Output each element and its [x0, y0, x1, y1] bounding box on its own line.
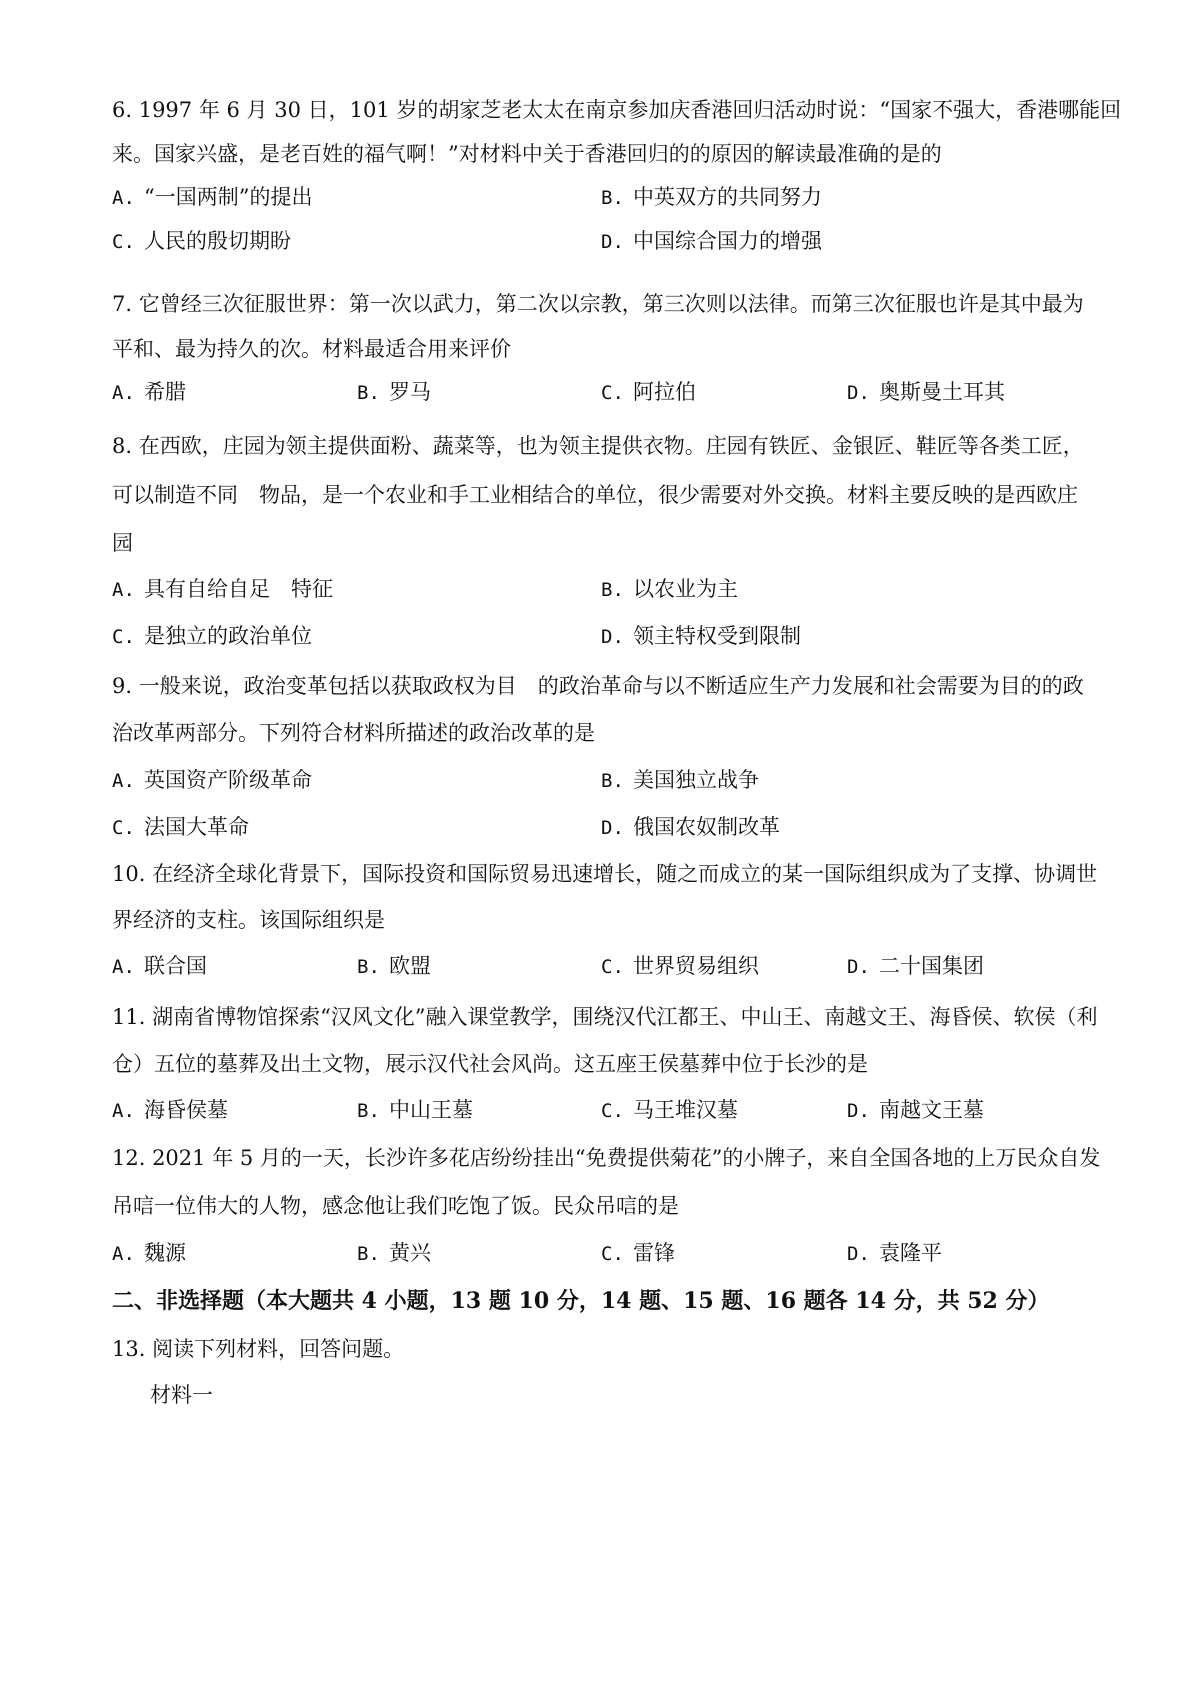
- option-letter: B.: [357, 382, 380, 404]
- option-letter: B.: [357, 1100, 380, 1122]
- q12-option-b: [357, 1239, 431, 1268]
- option-text: 黄兴: [389, 1241, 431, 1265]
- option-text: 美国独立战争: [633, 768, 759, 792]
- q11-stem-line-2: 仓）五位的墓葬及出土文物，展示汉代社会风尚。这五座王侯墓葬中位于长沙的是: [112, 1052, 868, 1076]
- q10-option-c: [601, 952, 759, 981]
- option-letter: B.: [357, 956, 380, 978]
- option-letter: C.: [601, 382, 624, 404]
- option-letter: A.: [112, 382, 135, 404]
- q8-stem-line-2: 可以制造不同 物品，是一个农业和手工业相结合的单位，很少需要对外交换。材料主要反映的是西欧庄: [112, 483, 1078, 507]
- option-text: 英国资产阶级革命: [144, 768, 312, 792]
- q7-stem-line-2: 平和、最为持久的次。材料最适合用来评价: [112, 337, 511, 361]
- option-letter: A.: [112, 1243, 135, 1265]
- option-text: 联合国: [144, 954, 207, 978]
- q12-stem-line-1: 12. 2021 年 5 月的一天，长沙许多花店纷纷挂出“免费提供菊花”的小牌子，来自全国各地的上万民众自发: [112, 1146, 1101, 1170]
- option-text: 以农业为主: [633, 577, 738, 601]
- q6-option-c: [112, 227, 291, 256]
- q9-option-b: [601, 766, 759, 795]
- q10-option-d: [847, 952, 984, 981]
- q11-option-c: [601, 1096, 738, 1125]
- section-2-heading: 二、非选择题（本大题共 4 小题，13 题 10 分，14 题、15 题、16 题各 14 分，共 52 分）: [112, 1288, 1050, 1314]
- option-text: 中国综合国力的增强: [633, 229, 822, 253]
- q11-stem-line-1: 11. 湖南省博物馆探索“汉风文化”融入课堂教学，围绕汉代江都王、中山王、南越文王、海昏侯、软侯（利: [112, 1005, 1098, 1029]
- option-text: 中山王墓: [389, 1098, 473, 1122]
- option-letter: C.: [112, 626, 135, 648]
- q8-option-c: [112, 622, 312, 651]
- option-text: 人民的殷切期盼: [144, 229, 291, 253]
- q9-option-c: [112, 813, 249, 842]
- option-letter: B.: [601, 770, 624, 792]
- option-text: 奥斯曼土耳其: [879, 380, 1005, 404]
- option-text: 马王堆汉墓: [633, 1098, 738, 1122]
- option-letter: A.: [112, 770, 135, 792]
- q7-option-c: [601, 378, 696, 407]
- option-letter: D.: [847, 382, 870, 404]
- q11-option-b: [357, 1096, 473, 1125]
- option-letter: B.: [601, 187, 624, 209]
- option-letter: A.: [112, 956, 135, 978]
- option-letter: D.: [601, 626, 624, 648]
- q10-option-b: [357, 952, 431, 981]
- option-letter: D.: [847, 1100, 870, 1122]
- option-letter: A.: [112, 1100, 135, 1122]
- q11-option-d: [847, 1096, 984, 1125]
- option-text: 罗马: [389, 380, 431, 404]
- q10-option-a: [112, 952, 207, 981]
- q7-option-b: [357, 378, 431, 407]
- option-letter: C.: [112, 817, 135, 839]
- q10-stem-line-2: 界经济的支柱。该国际组织是: [112, 908, 385, 932]
- q9-option-a: [112, 766, 312, 795]
- q6-stem-line-1: 6. 1997 年 6 月 30 日，101 岁的胡家芝老太太在南京参加庆香港回归活动时说：“国家不强大，香港哪能回: [112, 98, 1122, 122]
- q6-option-a: [112, 183, 312, 212]
- option-letter: B.: [357, 1243, 380, 1265]
- option-text: 领主特权受到限制: [633, 624, 801, 648]
- q12-option-a: [112, 1239, 186, 1268]
- q12-option-c: [601, 1239, 675, 1268]
- option-letter: C.: [112, 231, 135, 253]
- option-letter: B.: [601, 579, 624, 601]
- q10-stem-line-1: 10. 在经济全球化背景下，国际投资和国际贸易迅速增长，随之而成立的某一国际组织成为了支撑、协调世: [112, 862, 1098, 886]
- q7-stem-line-1: 7. 它曾经三次征服世界：第一次以武力，第二次以宗教，第三次则以法律。而第三次征服也许是其中最为: [112, 292, 1084, 316]
- q12-stem-line-2: 吊唁一位伟大的人物，感念他让我们吃饱了饭。民众吊唁的是: [112, 1194, 679, 1218]
- q13-stem-line-1: 13. 阅读下列材料，回答问题。: [112, 1337, 405, 1361]
- option-text: 具有自给自足 特征: [144, 577, 333, 601]
- option-text: 阿拉伯: [633, 380, 696, 404]
- q7-option-d: [847, 378, 1005, 407]
- option-text: 南越文王墓: [879, 1098, 984, 1122]
- option-letter: C.: [601, 1243, 624, 1265]
- q13-material-label: 材料一: [150, 1383, 213, 1407]
- option-text: 二十国集团: [879, 954, 984, 978]
- q8-option-a: [112, 575, 333, 604]
- q9-stem-line-1: 9. 一般来说，政治变革包括以获取政权为目 的政治革命与以不断适应生产力发展和社会需要为目的的政: [112, 674, 1084, 698]
- option-text: 欧盟: [389, 954, 431, 978]
- q8-stem-line-1: 8. 在西欧，庄园为领主提供面粉、蔬菜等，也为领主提供衣物。庄园有铁匠、金银匠、鞋匠等各类工匠，: [112, 434, 1084, 458]
- q8-option-b: [601, 575, 738, 604]
- q6-option-b: [601, 183, 822, 212]
- option-text: 雷锋: [633, 1241, 675, 1265]
- q9-option-d: [601, 813, 780, 842]
- option-text: 是独立的政治单位: [144, 624, 312, 648]
- option-text: 魏源: [144, 1241, 186, 1265]
- option-letter: D.: [601, 817, 624, 839]
- q6-stem-line-2: 来。国家兴盛，是老百姓的福气啊！”对材料中关于香港回归的的原因的解读最准确的是的: [112, 142, 942, 166]
- option-text: 海昏侯墓: [144, 1098, 228, 1122]
- option-text: 袁隆平: [879, 1241, 942, 1265]
- q8-stem-line-3: 园: [112, 531, 133, 555]
- q11-option-a: [112, 1096, 228, 1125]
- option-text: 俄国农奴制改革: [633, 815, 780, 839]
- option-text: 中英双方的共同努力: [633, 185, 822, 209]
- q8-option-d: [601, 622, 801, 651]
- option-letter: A.: [112, 579, 135, 601]
- q7-option-a: [112, 378, 186, 407]
- option-letter: A.: [112, 187, 135, 209]
- q9-stem-line-2: 治改革两部分。下列符合材料所描述的政治改革的是: [112, 721, 595, 745]
- option-text: “一国两制”的提出: [144, 185, 313, 209]
- q12-option-d: [847, 1239, 942, 1268]
- option-letter: D.: [847, 1243, 870, 1265]
- option-letter: C.: [601, 956, 624, 978]
- option-letter: D.: [847, 956, 870, 978]
- option-text: 希腊: [144, 380, 186, 404]
- option-text: 世界贸易组织: [633, 954, 759, 978]
- option-letter: C.: [601, 1100, 624, 1122]
- option-text: 法国大革命: [144, 815, 249, 839]
- q6-option-d: [601, 227, 822, 256]
- option-letter: D.: [601, 231, 624, 253]
